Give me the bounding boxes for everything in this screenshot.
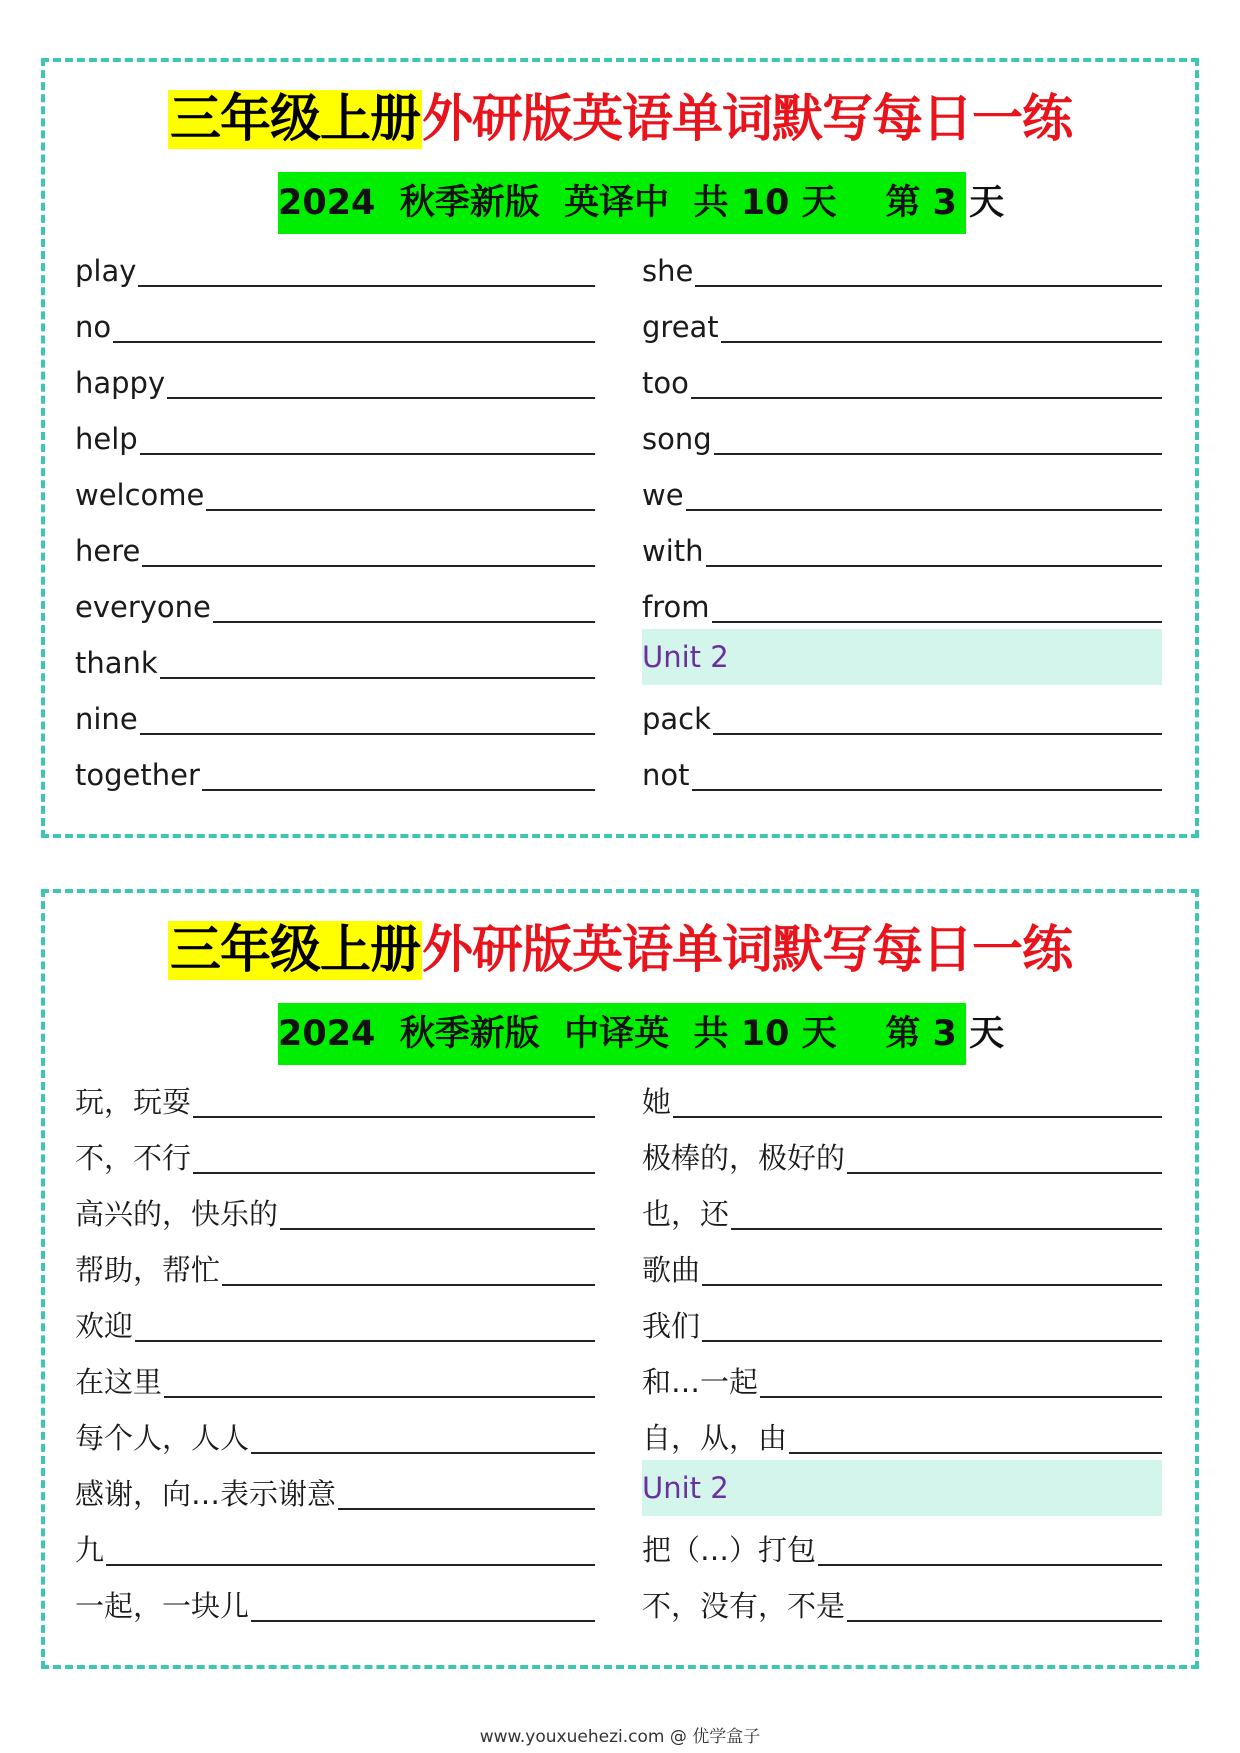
answer-blank-line[interactable]	[138, 285, 595, 287]
answer-blank-line[interactable]	[164, 1396, 595, 1398]
vocab-row	[75, 1292, 595, 1348]
worksheet-subtitle: 2024 秋季新版 英译中 共 10 天 第 3 天	[278, 172, 966, 234]
vocab-word: 在这里	[75, 1365, 163, 1399]
vocab-word: 我们	[642, 1309, 701, 1343]
title-main: 外研版英语单词默写每日一练	[422, 90, 1073, 149]
vocab-word: welcome	[75, 478, 205, 512]
vocab-row	[75, 517, 595, 573]
answer-blank-line[interactable]	[167, 397, 595, 399]
vocab-row	[642, 1572, 1162, 1628]
vocab-row	[75, 1460, 595, 1516]
vocab-row	[75, 573, 595, 629]
unit-label: Unit 2	[642, 640, 729, 674]
vocab-word: help	[75, 422, 138, 456]
vocab-word: play	[75, 254, 137, 288]
answer-blank-line[interactable]	[106, 1564, 595, 1566]
vocab-word: 把（…）打包	[642, 1533, 817, 1567]
vocab-row	[642, 1348, 1162, 1404]
answer-blank-line[interactable]	[251, 1620, 595, 1622]
worksheet-subtitle: 2024 秋季新版 中译英 共 10 天 第 3 天	[278, 1003, 966, 1065]
footer-watermark: www.youxuehezi.com @ 优学盒子	[479, 1727, 761, 1747]
vocab-row	[642, 1124, 1162, 1180]
vocab-word: together	[75, 758, 200, 792]
answer-blank-line[interactable]	[721, 341, 1162, 343]
vocab-row	[75, 1516, 595, 1572]
answer-blank-line[interactable]	[140, 453, 595, 455]
vocab-word: 九	[75, 1533, 105, 1567]
vocab-word: 一起，一块儿	[75, 1589, 250, 1623]
vocab-word: here	[75, 534, 141, 568]
vocab-word: happy	[75, 366, 166, 400]
vocab-row	[642, 685, 1162, 741]
answer-blank-line[interactable]	[713, 733, 1162, 735]
answer-blank-line[interactable]	[140, 733, 595, 735]
vocab-row	[75, 293, 595, 349]
answer-blank-line[interactable]	[160, 677, 595, 679]
answer-blank-line[interactable]	[706, 565, 1162, 567]
vocab-row	[642, 741, 1162, 797]
word-column-right	[642, 237, 1162, 797]
vocab-row	[75, 1068, 595, 1124]
answer-blank-line[interactable]	[692, 789, 1163, 791]
vocab-row	[75, 405, 595, 461]
vocab-row	[642, 405, 1162, 461]
vocab-word: great	[642, 310, 719, 344]
vocab-row	[642, 349, 1162, 405]
vocab-row	[75, 349, 595, 405]
answer-blank-line[interactable]	[202, 789, 595, 791]
answer-blank-line[interactable]	[193, 1116, 595, 1118]
answer-blank-line[interactable]	[731, 1228, 1162, 1230]
vocab-word: too	[642, 366, 689, 400]
vocab-row	[642, 517, 1162, 573]
vocab-row	[75, 1348, 595, 1404]
answer-blank-line[interactable]	[280, 1228, 595, 1230]
vocab-word: nine	[75, 702, 138, 736]
vocab-word: no	[75, 310, 112, 344]
title-grade-highlight: 三年级上册	[169, 921, 420, 980]
answer-blank-line[interactable]	[251, 1452, 595, 1454]
answer-blank-line[interactable]	[338, 1508, 595, 1510]
answer-blank-line[interactable]	[714, 453, 1162, 455]
title-main: 外研版英语单词默写每日一练	[422, 921, 1073, 980]
answer-blank-line[interactable]	[135, 1340, 595, 1342]
vocab-row	[75, 1572, 595, 1628]
vocab-word: 歌曲	[642, 1253, 701, 1287]
vocab-word: 每个人，人人	[75, 1421, 250, 1455]
vocab-row	[75, 237, 595, 293]
vocab-word: we	[642, 478, 684, 512]
vocab-word: 不，没有，不是	[642, 1589, 846, 1623]
answer-blank-line[interactable]	[818, 1564, 1162, 1566]
vocab-row	[75, 1180, 595, 1236]
vocab-row	[642, 1404, 1162, 1460]
answer-blank-line[interactable]	[142, 565, 595, 567]
answer-blank-line[interactable]	[760, 1396, 1162, 1398]
worksheet-english-to-chinese	[41, 58, 1199, 838]
vocab-row	[642, 1516, 1162, 1572]
vocab-row	[642, 1236, 1162, 1292]
vocab-word: with	[642, 534, 704, 568]
vocab-word: 她	[642, 1085, 672, 1119]
answer-blank-line[interactable]	[222, 1284, 595, 1286]
word-column-left	[75, 237, 595, 797]
vocab-word: song	[642, 422, 712, 456]
vocab-word: 和…一起	[642, 1365, 759, 1399]
vocab-word: 极棒的，极好的	[642, 1141, 846, 1175]
vocab-row	[642, 461, 1162, 517]
unit-header	[642, 1460, 1162, 1516]
answer-blank-line[interactable]	[712, 621, 1163, 623]
word-column-right	[642, 1068, 1162, 1628]
unit-header	[642, 629, 1162, 685]
answer-blank-line[interactable]	[686, 509, 1162, 511]
vocab-row	[75, 741, 595, 797]
vocab-word: pack	[642, 702, 711, 736]
answer-blank-line[interactable]	[847, 1620, 1162, 1622]
answer-blank-line[interactable]	[673, 1116, 1162, 1118]
vocab-row	[75, 685, 595, 741]
vocab-row	[75, 1404, 595, 1460]
vocab-row	[642, 1180, 1162, 1236]
worksheet-title	[45, 76, 1195, 164]
answer-blank-line[interactable]	[702, 1340, 1162, 1342]
answer-blank-line[interactable]	[789, 1452, 1162, 1454]
vocab-word: 感谢，向…表示谢意	[75, 1477, 337, 1511]
vocab-row	[75, 629, 595, 685]
vocab-row	[75, 461, 595, 517]
vocab-word: 帮助，帮忙	[75, 1253, 221, 1287]
answer-blank-line[interactable]	[206, 509, 595, 511]
worksheet-title	[45, 907, 1195, 995]
vocab-word: 不，不行	[75, 1141, 192, 1175]
vocab-row	[642, 237, 1162, 293]
unit-label: Unit 2	[642, 1471, 729, 1505]
vocab-word: 欢迎	[75, 1309, 134, 1343]
vocab-word: 玩，玩耍	[75, 1085, 192, 1119]
vocab-word: she	[642, 254, 694, 288]
vocab-word: from	[642, 590, 710, 624]
vocab-row	[642, 293, 1162, 349]
vocab-row	[75, 1124, 595, 1180]
vocab-row	[75, 1236, 595, 1292]
vocab-word: 也，还	[642, 1197, 730, 1231]
answer-blank-line[interactable]	[213, 621, 595, 623]
answer-blank-line[interactable]	[702, 1284, 1162, 1286]
vocab-word: 自，从，由	[642, 1421, 788, 1455]
vocab-word: 高兴的，快乐的	[75, 1197, 279, 1231]
vocab-word: thank	[75, 646, 158, 680]
vocab-row	[642, 573, 1162, 629]
word-column-left	[75, 1068, 595, 1628]
vocab-row	[642, 1068, 1162, 1124]
answer-blank-line[interactable]	[847, 1172, 1162, 1174]
vocab-row	[642, 1292, 1162, 1348]
answer-blank-line[interactable]	[113, 341, 595, 343]
answer-blank-line[interactable]	[691, 397, 1162, 399]
title-grade-highlight: 三年级上册	[169, 90, 420, 149]
answer-blank-line[interactable]	[193, 1172, 595, 1174]
answer-blank-line[interactable]	[695, 285, 1162, 287]
vocab-word: not	[642, 758, 690, 792]
vocab-word: everyone	[75, 590, 211, 624]
worksheet-chinese-to-english	[41, 889, 1199, 1669]
